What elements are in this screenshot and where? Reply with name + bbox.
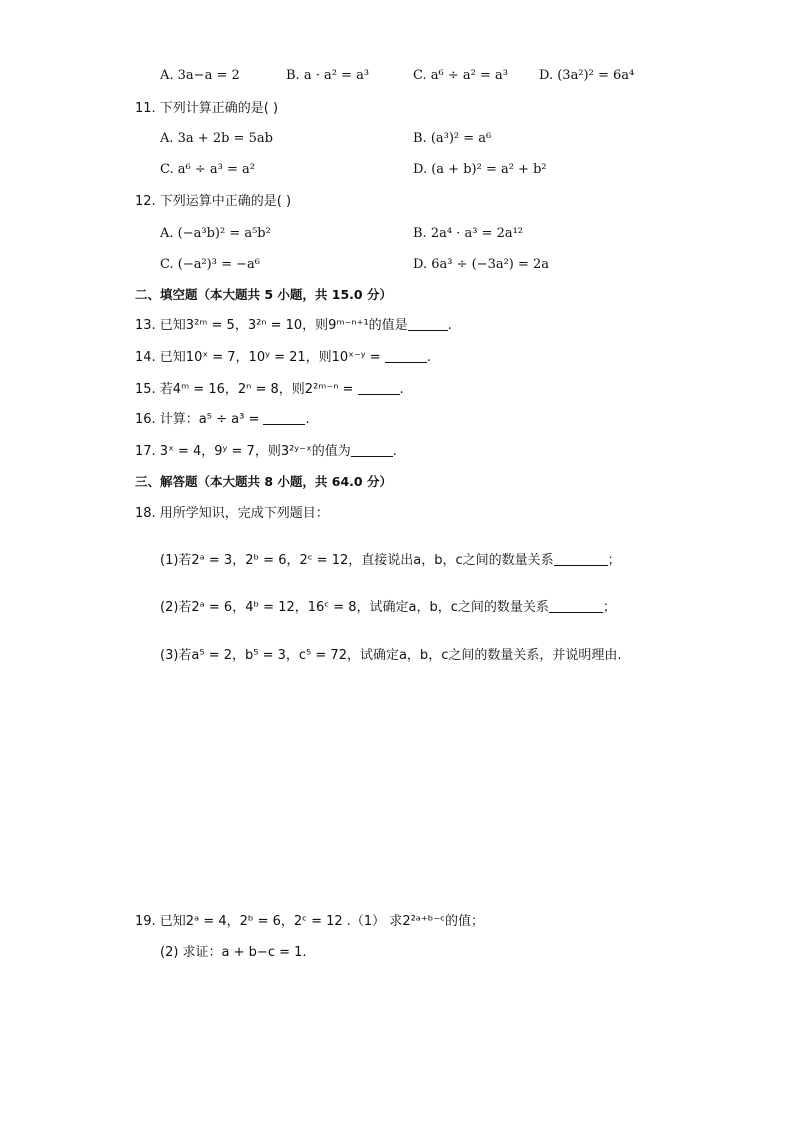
- q15: [135, 381, 404, 399]
- q18-part2-text: (2)若2ᵃ = 6，4ᵇ = 12，16ᶜ = 8，试确定a，b，c之间的数量关系: [160, 600, 549, 615]
- q12-option-a: A. (−a³b)² = a⁵b²: [160, 226, 271, 241]
- q13-text: 13. 已知3²ᵐ = 5，3²ⁿ = 10，则9ᵐ⁻ⁿ⁺¹的值是: [135, 318, 408, 333]
- q12-option-c: C. (−a²)³ = −a⁶: [160, 257, 260, 272]
- q16: [135, 411, 310, 429]
- q13-answer-blank[interactable]: [408, 318, 448, 331]
- q16-text: 16. 计算：a⁵ ÷ a³ =: [135, 412, 264, 427]
- q11-option-b: B. (a³)² = a⁶: [413, 131, 492, 146]
- q10-option-d: D. (3a²)² = 6a⁴: [539, 68, 635, 83]
- q18-part3: (3)若a⁵ = 2，b⁵ = 3，c⁵ = 72，试确定a，b，c之间的数量关系，并说明理由.: [160, 648, 622, 663]
- q16-answer-blank[interactable]: [263, 412, 305, 425]
- q19-stem: 19. 已知2ᵃ = 4，2ᵇ = 6，2ᶜ = 12 .（1） 求2²ᵃ⁺ᵇ⁻ᶜ的值；: [135, 914, 484, 929]
- q18-part2-end: ；: [602, 600, 616, 615]
- q18-stem: 18. 用所学知识，完成下列题目：: [135, 506, 329, 521]
- q12-stem: 12. 下列运算中正确的是( ): [135, 194, 292, 209]
- q14: [135, 349, 431, 367]
- q18-part1-answer-blank[interactable]: [554, 553, 608, 566]
- q18-part1: [160, 552, 621, 570]
- q10-option-b: B. a · a² = a³: [286, 68, 370, 83]
- q13-end: .: [447, 318, 452, 333]
- q17-end: .: [392, 444, 397, 459]
- q11-option-c: C. a⁶ ÷ a³ = a²: [160, 162, 255, 177]
- q19-part2: (2) 求证：a + b−c = 1.: [160, 945, 307, 960]
- q15-text: 15. 若4ᵐ = 16，2ⁿ = 8，则2²ᵐ⁻ⁿ =: [135, 382, 358, 397]
- q12-option-b: B. 2a⁴ · a³ = 2a¹²: [413, 226, 524, 241]
- q12-option-d: D. 6a³ ÷ (−3a²) = 2a: [413, 257, 550, 272]
- q14-text: 14. 已知10ˣ = 7，10ʸ = 21，则10ˣ⁻ʸ =: [135, 350, 385, 365]
- section-fill-in-title: 二、填空题（本大题共 5 小题，共 15.0 分）: [135, 287, 392, 302]
- q14-end: .: [426, 350, 431, 365]
- q13: [135, 317, 452, 335]
- q10-option-a: A. 3a−a = 2: [160, 68, 240, 83]
- q17-answer-blank[interactable]: [351, 444, 393, 457]
- q16-end: .: [305, 412, 310, 427]
- q18-part1-text: (1)若2ᵃ = 3，2ᵇ = 6，2ᶜ = 12，直接说出a，b，c之间的数量关系: [160, 553, 554, 568]
- section-answer-title: 三、解答题（本大题共 8 小题，共 64.0 分）: [135, 474, 392, 489]
- q18-part1-end: ；: [607, 553, 621, 568]
- q15-end: .: [399, 382, 404, 397]
- q18-part2-answer-blank[interactable]: [549, 600, 603, 613]
- q15-answer-blank[interactable]: [358, 382, 400, 395]
- q18-part2: [160, 599, 616, 617]
- q17: [135, 443, 397, 461]
- q11-option-a: A. 3a + 2b = 5ab: [160, 131, 273, 146]
- q11-stem: 11. 下列计算正确的是( ): [135, 101, 279, 116]
- q14-answer-blank[interactable]: [385, 350, 427, 363]
- q10-option-c: C. a⁶ ÷ a² = a³: [413, 68, 508, 83]
- q11-option-d: D. (a + b)² = a² + b²: [413, 162, 547, 177]
- q17-text: 17. 3ˣ = 4，9ʸ = 7，则3²ʸ⁻ˣ的值为: [135, 444, 351, 459]
